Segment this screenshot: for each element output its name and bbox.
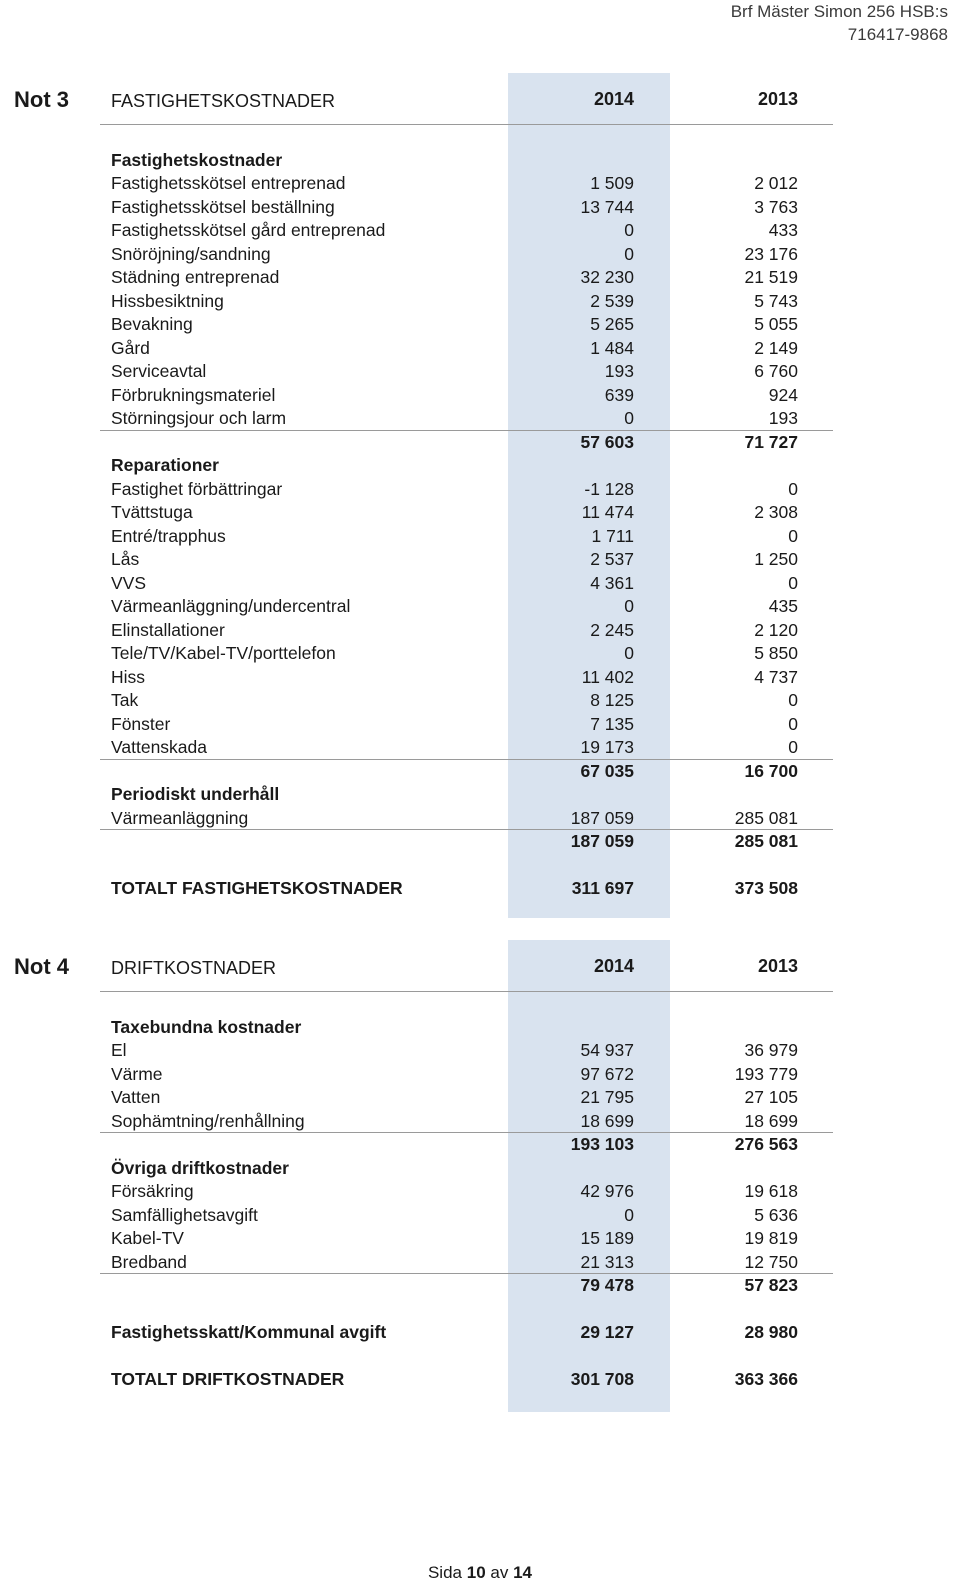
- value-2013: 2 149: [754, 337, 798, 358]
- table-row: [0, 501, 960, 525]
- section-heading-row: [0, 783, 960, 807]
- value-2014: 8 125: [590, 690, 634, 710]
- value-2014: 187 059: [570, 807, 634, 828]
- value-2014: 7 135: [590, 713, 634, 734]
- subtotal-row: [0, 431, 960, 455]
- value-2013: 21 519: [744, 267, 798, 287]
- value-2013: 19 618: [744, 1181, 798, 1201]
- value-2013: 28 980: [744, 1322, 798, 1342]
- table-row: [0, 266, 960, 290]
- value-2013: 19 819: [744, 1228, 798, 1248]
- value-2013: 0: [788, 478, 798, 499]
- value-2013: 2 308: [754, 502, 798, 522]
- note-4-title-row: [0, 940, 960, 992]
- row-label: TOTALT DRIFTKOSTNADER: [111, 1369, 345, 1389]
- row-label: Periodiskt underhåll: [111, 784, 280, 804]
- value-2014: 311 697: [571, 878, 634, 898]
- row-label: Tak: [111, 690, 139, 710]
- row-label: Snöröjning/sandning: [111, 243, 271, 264]
- table-row: [0, 407, 960, 431]
- value-2014: 19 173: [580, 737, 634, 757]
- row-label: Lås: [111, 549, 140, 569]
- value-2014: 0: [624, 643, 634, 663]
- value-2013: 3 763: [754, 196, 798, 217]
- year-1-header: 2014: [593, 89, 634, 109]
- value-2013: 2 120: [754, 619, 798, 640]
- value-2014: 2 537: [590, 549, 634, 569]
- value-2014: 1 711: [591, 525, 634, 546]
- value-2014: 639: [604, 384, 634, 405]
- value-2014: 15 189: [580, 1228, 634, 1248]
- section-heading-row: [0, 454, 960, 478]
- section-heading-row: [0, 1016, 960, 1040]
- value-2014: -1 128: [584, 478, 634, 499]
- value-2013: 193 779: [734, 1063, 798, 1084]
- value-2013: 5 055: [754, 314, 798, 334]
- value-2014: 4 361: [590, 572, 634, 593]
- row-label: Entré/trapphus: [111, 525, 226, 546]
- year-1-header: 2014: [593, 956, 634, 976]
- row-label: Städning entreprenad: [111, 267, 280, 287]
- value-2014: 0: [624, 243, 634, 264]
- table-row: [0, 619, 960, 643]
- value-2013: 373 508: [734, 878, 798, 898]
- value-2013: 1 250: [754, 549, 798, 569]
- spacer-row: [0, 1345, 960, 1369]
- value-2013: 924: [768, 384, 798, 405]
- value-2014: 187 059: [570, 831, 634, 851]
- table-row: [0, 1251, 960, 1275]
- value-2013: 433: [768, 220, 798, 240]
- row-label: Kabel-TV: [111, 1228, 184, 1248]
- note-number: Not 3: [14, 87, 69, 112]
- subtotal-row: [0, 1133, 960, 1157]
- subtotal-row: [0, 877, 960, 901]
- value-2014: 301 708: [570, 1369, 634, 1389]
- table-row: [0, 807, 960, 831]
- value-2013: 0: [788, 525, 798, 546]
- row-label: Fönster: [111, 713, 171, 734]
- value-2014: 18 699: [580, 1110, 634, 1131]
- value-2013: 2 012: [754, 173, 798, 193]
- value-2013: 27 105: [744, 1087, 798, 1107]
- row-label: Hiss: [111, 666, 146, 687]
- table-row: [0, 572, 960, 596]
- value-2013: 12 750: [744, 1251, 798, 1272]
- value-2014: 0: [624, 596, 634, 616]
- value-2013: 5 850: [754, 643, 798, 663]
- page-total: 14: [513, 1563, 533, 1582]
- value-2013: 435: [768, 596, 798, 616]
- note-3-title-row: [0, 73, 960, 125]
- row-label: Förbrukningsmateriel: [111, 384, 276, 405]
- value-2014: 29 127: [580, 1322, 634, 1342]
- row-label: Övriga driftkostnader: [111, 1157, 289, 1178]
- row-label: Fastighetskostnader: [111, 149, 283, 170]
- value-2013: 363 366: [734, 1369, 798, 1389]
- row-label: Fastighetsskötsel gård entreprenad: [111, 220, 386, 240]
- value-2013: 18 699: [744, 1110, 798, 1131]
- table-row: [0, 642, 960, 666]
- value-2014: 0: [624, 220, 634, 240]
- spacer-row: [0, 854, 960, 878]
- value-2014: 21 795: [580, 1087, 634, 1107]
- value-2014: 11 474: [581, 502, 634, 522]
- note-number: Not 4: [14, 954, 69, 979]
- table-row: [0, 1180, 960, 1204]
- row-label: VVS: [111, 572, 147, 593]
- table-row: [0, 478, 960, 502]
- row-label: Vattenskada: [111, 737, 207, 757]
- value-2013: 71 727: [744, 431, 798, 452]
- row-label: Reparationer: [111, 455, 219, 475]
- row-label: Fastighetsskatt/Kommunal avgift: [111, 1322, 387, 1342]
- value-2013: 23 176: [744, 243, 798, 264]
- row-label: Serviceavtal: [111, 361, 207, 381]
- table-row: [0, 1039, 960, 1063]
- value-2014: 97 672: [580, 1063, 634, 1084]
- row-label: Bredband: [111, 1251, 187, 1272]
- table-row: [0, 196, 960, 220]
- value-2014: 2 245: [590, 619, 634, 640]
- subtotal-row: [0, 830, 960, 854]
- value-2014: 79 478: [580, 1275, 634, 1295]
- row-label: Taxebundna kostnader: [111, 1016, 302, 1037]
- spacer-row: [0, 992, 960, 1016]
- organization-name: Brf Mäster Simon 256 HSB:s: [730, 2, 948, 21]
- subtotal-row: [0, 1321, 960, 1345]
- value-2014: 54 937: [580, 1040, 634, 1060]
- value-2013: 0: [788, 690, 798, 710]
- table-row: [0, 1204, 960, 1228]
- table-row: [0, 1110, 960, 1134]
- table-row: [0, 337, 960, 361]
- value-2014: 2 539: [590, 290, 634, 311]
- value-2013: 6 760: [754, 361, 798, 381]
- value-2014: 57 603: [580, 431, 634, 452]
- note-3-section: [0, 73, 960, 918]
- page-number: 10: [466, 1563, 486, 1582]
- spacer-row: [0, 1298, 960, 1322]
- year-2-header: 2013: [757, 956, 798, 976]
- value-2014: 32 230: [580, 267, 634, 287]
- table-row: [0, 525, 960, 549]
- row-label: El: [111, 1040, 127, 1060]
- value-2013: 0: [788, 713, 798, 734]
- table-row: [0, 1063, 960, 1087]
- section-heading-row: [0, 1157, 960, 1181]
- value-2013: 16 700: [744, 760, 798, 781]
- table-row: [0, 172, 960, 196]
- note-4-section: [0, 940, 960, 1412]
- row-label: TOTALT FASTIGHETSKOSTNADER: [111, 878, 403, 898]
- spacer-row: [0, 125, 960, 149]
- page-footer: [0, 1563, 960, 1583]
- table-row: [0, 713, 960, 737]
- table-row: [0, 1086, 960, 1110]
- value-2013: 36 979: [744, 1040, 798, 1060]
- table-row: [0, 1227, 960, 1251]
- value-2014: 13 744: [580, 196, 634, 217]
- value-2013: 5 743: [754, 290, 798, 311]
- value-2014: 42 976: [580, 1181, 634, 1201]
- table-row: [0, 243, 960, 267]
- value-2013: 276 563: [734, 1134, 798, 1154]
- table-row: [0, 313, 960, 337]
- table-row: [0, 548, 960, 572]
- row-label: Elinstallationer: [111, 619, 225, 640]
- value-2013: 193: [768, 408, 798, 428]
- value-2014: 67 035: [580, 760, 634, 781]
- row-label: Värme: [111, 1063, 163, 1084]
- value-2013: 285 081: [734, 831, 798, 851]
- footer-middle: av: [490, 1563, 509, 1582]
- table-row: [0, 290, 960, 314]
- row-label: Störningsjour och larm: [111, 408, 287, 428]
- value-2014: 5 265: [590, 314, 634, 334]
- row-label: Värmeanläggning/undercentral: [111, 596, 351, 616]
- value-2013: 57 823: [744, 1275, 798, 1295]
- value-2014: 193: [604, 361, 634, 381]
- value-2014: 193 103: [570, 1134, 634, 1154]
- subtotal-row: [0, 1368, 960, 1392]
- organization-number: 716417-9868: [847, 25, 948, 44]
- table-row: [0, 736, 960, 760]
- row-label: Vatten: [111, 1087, 161, 1107]
- row-label: Samfällighetsavgift: [111, 1204, 258, 1225]
- row-label: Hissbesiktning: [111, 290, 224, 311]
- value-2014: 1 509: [590, 173, 634, 193]
- value-2014: 11 402: [581, 666, 634, 687]
- row-label: Bevakning: [111, 314, 193, 334]
- row-label: Gård: [111, 337, 150, 358]
- value-2014: 21 313: [580, 1251, 634, 1272]
- value-2013: 0: [788, 572, 798, 593]
- value-2013: 5 636: [754, 1204, 798, 1225]
- value-2014: 0: [624, 1204, 634, 1225]
- value-2013: 0: [788, 737, 798, 757]
- row-label: Sophämtning/renhållning: [111, 1110, 305, 1131]
- row-label: Tvättstuga: [111, 502, 193, 522]
- footer-prefix: Sida: [427, 1563, 462, 1582]
- row-label: Fastighetsskötsel beställning: [111, 196, 335, 217]
- subtotal-row: [0, 760, 960, 784]
- year-2-header: 2013: [757, 89, 798, 109]
- table-row: [0, 689, 960, 713]
- row-label: Tele/TV/Kabel-TV/porttelefon: [111, 643, 336, 663]
- value-2014: 1 484: [590, 337, 634, 358]
- note-title: FASTIGHETSKOSTNADER: [111, 91, 336, 111]
- value-2013: 4 737: [754, 666, 798, 687]
- table-row: [0, 666, 960, 690]
- subtotal-row: [0, 1274, 960, 1298]
- note-3-table: [0, 125, 960, 901]
- row-label: Värmeanläggning: [111, 807, 249, 828]
- section-heading-row: [0, 149, 960, 173]
- page-header: [731, 0, 948, 46]
- table-row: [0, 384, 960, 408]
- table-row: [0, 360, 960, 384]
- table-row: [0, 595, 960, 619]
- row-label: Fastighetsskötsel entreprenad: [111, 173, 346, 193]
- value-2013: 285 081: [734, 807, 798, 828]
- value-2014: 0: [624, 408, 634, 428]
- row-label: Försäkring: [111, 1181, 194, 1201]
- note-title: DRIFTKOSTNADER: [111, 958, 277, 978]
- note-4-table: [0, 992, 960, 1392]
- table-row: [0, 219, 960, 243]
- row-label: Fastighet förbättringar: [111, 478, 283, 499]
